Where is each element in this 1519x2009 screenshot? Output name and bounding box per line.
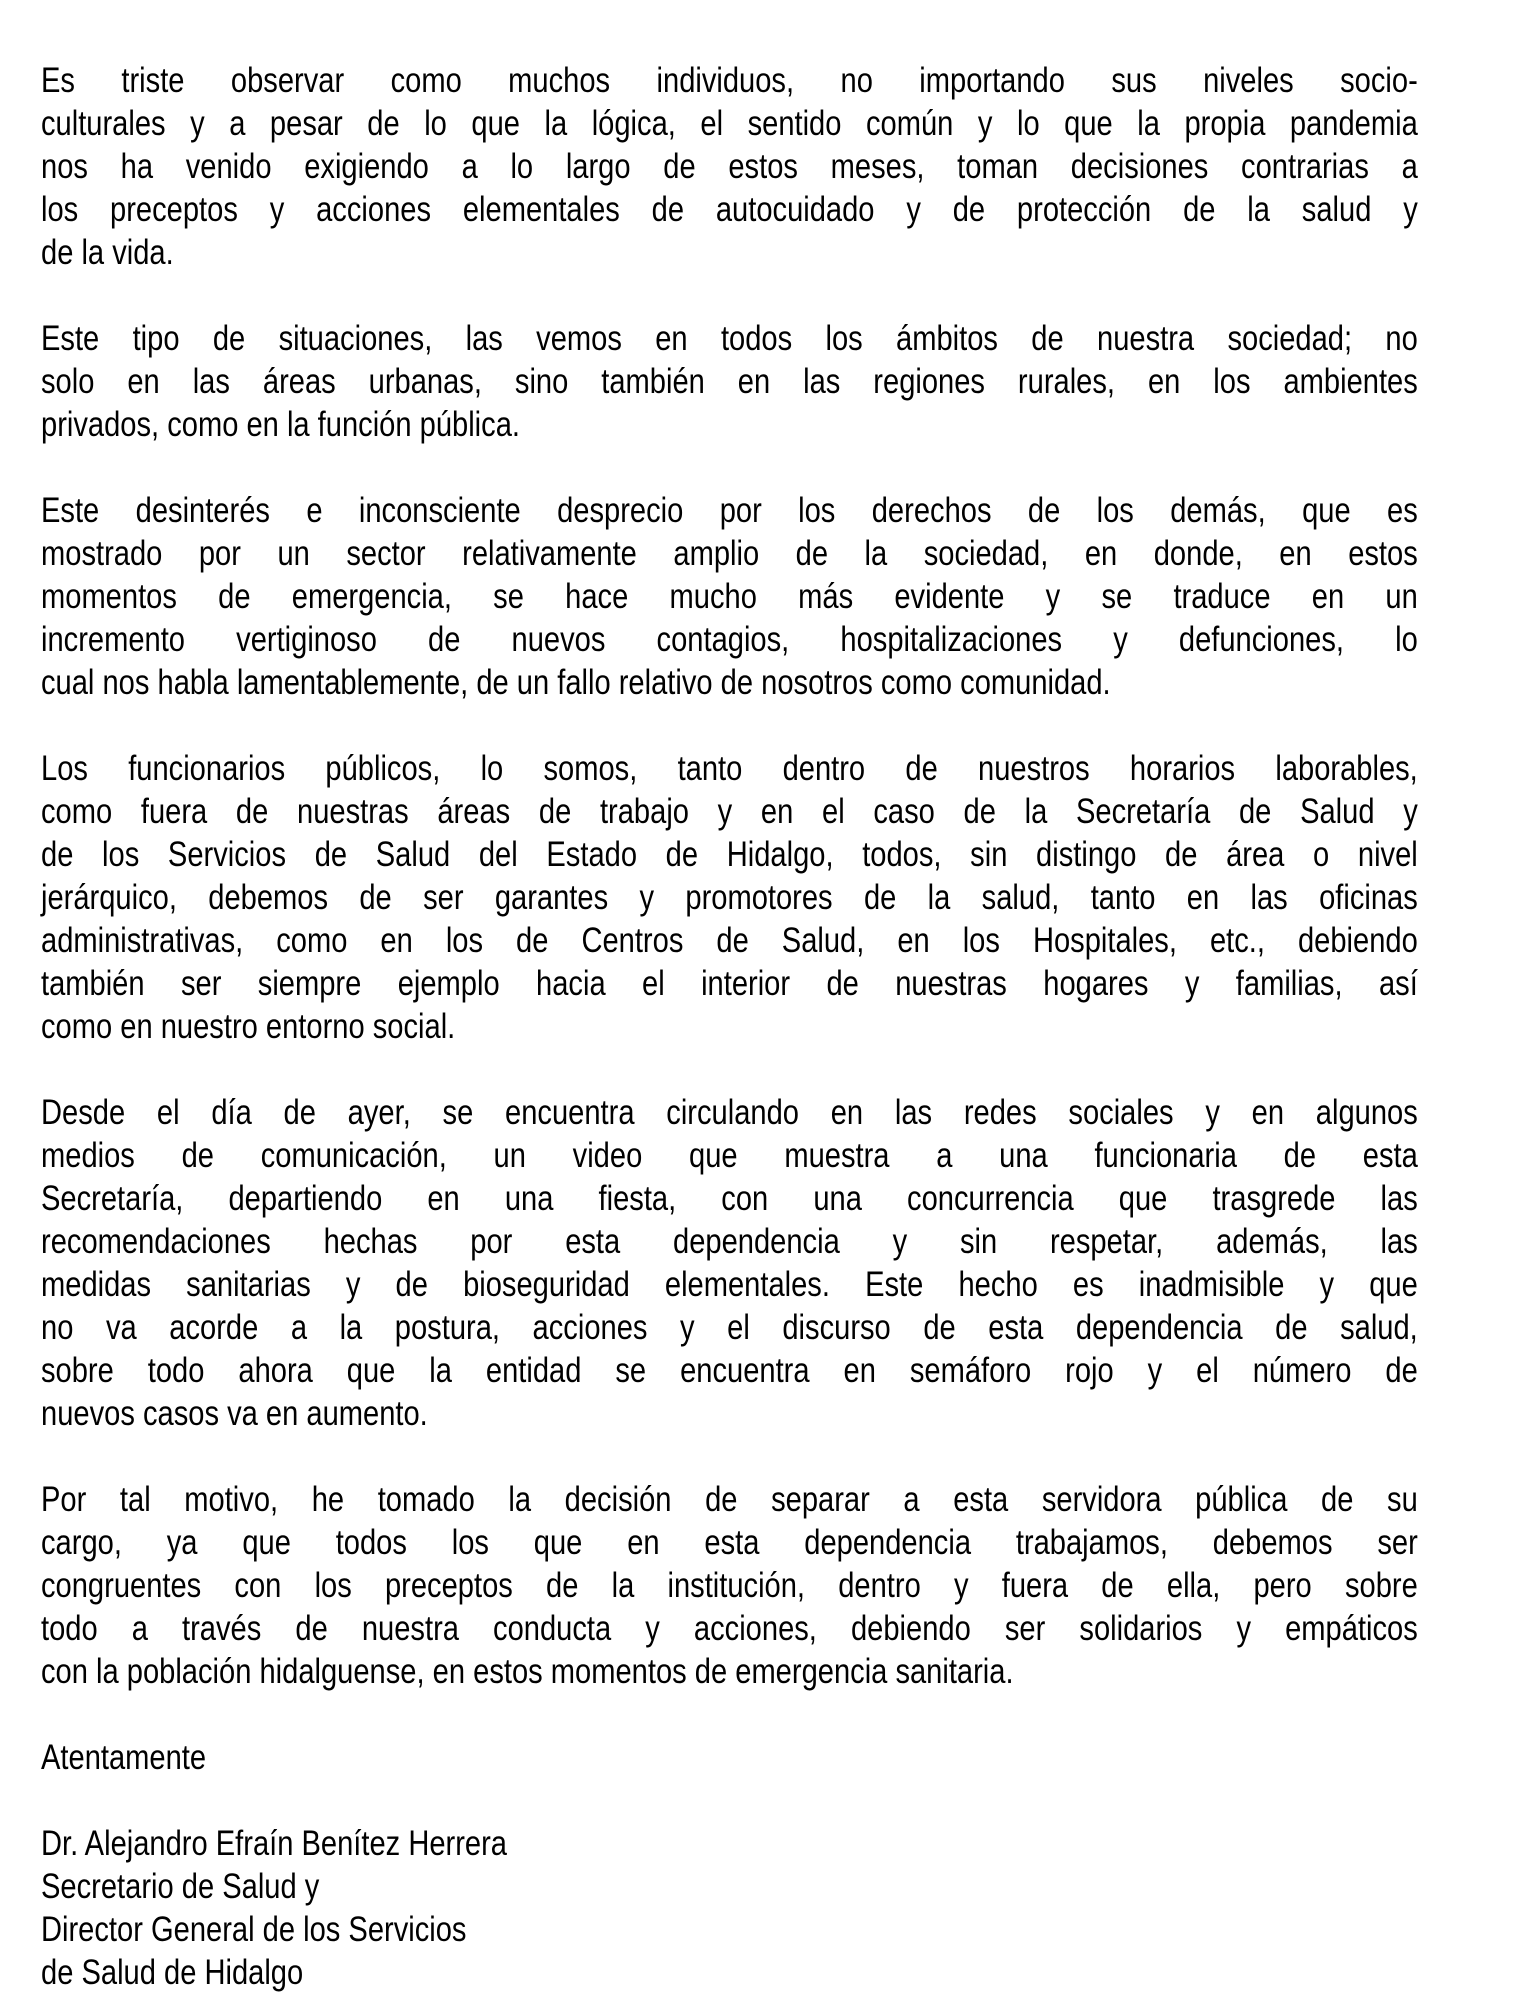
signatory-title-line: Director General de los Servicios xyxy=(41,1909,467,1949)
paragraph-line: incremento vertiginoso de nuevos contagios, hospitalizaciones y defunciones, lo xyxy=(41,619,1418,659)
paragraph-line: cargo, ya que todos los que en esta dependencia trabajamos, debemos ser xyxy=(41,1522,1418,1562)
paragraph-line: administrativas, como en los de Centros de Salud, en los Hospitales, etc., debiendo xyxy=(41,920,1418,960)
paragraph-line: de la vida. xyxy=(41,232,174,272)
paragraph-line: culturales y a pesar de lo que la lógica, el sentido común y lo que la propia pandemia xyxy=(41,103,1418,143)
paragraph-line: Este tipo de situaciones, las vemos en todos los ámbitos de nuestra sociedad; no xyxy=(41,318,1418,358)
paragraph-line: solo en las áreas urbanas, sino también en las regiones rurales, en los ambientes xyxy=(41,361,1418,401)
paragraph-line: nos ha venido exigiendo a lo largo de estos meses, toman decisiones contrarias a xyxy=(41,146,1418,186)
paragraph-line: no va acorde a la postura, acciones y el discurso de esta dependencia de salud, xyxy=(41,1307,1418,1347)
paragraph-line: momentos de emergencia, se hace mucho más evidente y se traduce en un xyxy=(41,576,1418,616)
paragraph-line: privados, como en la función pública. xyxy=(41,404,520,444)
paragraph-line: medidas sanitarias y de bioseguridad elementales. Este hecho es inadmisible y que xyxy=(41,1264,1418,1304)
signatory-title-line: de Salud de Hidalgo xyxy=(41,1952,304,1992)
paragraph-line: también ser siempre ejemplo hacia el interior de nuestras hogares y familias, así xyxy=(41,963,1418,1003)
paragraph-line: como en nuestro entorno social. xyxy=(41,1006,456,1046)
paragraph-line: todo a través de nuestra conducta y acciones, debiendo ser solidarios y empáticos xyxy=(41,1608,1418,1648)
paragraph-line: los preceptos y acciones elementales de autocuidado y de protección de la salud y xyxy=(41,189,1418,229)
paragraph-line: mostrado por un sector relativamente amplio de la sociedad, en donde, en estos xyxy=(41,533,1418,573)
paragraph-line: con la población hidalguense, en estos momentos de emergencia sanitaria. xyxy=(41,1651,1014,1691)
paragraph-line: Los funcionarios públicos, lo somos, tanto dentro de nuestros horarios laborables, xyxy=(41,748,1418,788)
paragraph-line: Secretaría, departiendo en una fiesta, con una concurrencia que trasgrede las xyxy=(41,1178,1418,1218)
signatory-title-line: Secretario de Salud y xyxy=(41,1866,320,1906)
paragraph-line: Es triste observar como muchos individuos, no importando sus niveles socio- xyxy=(41,60,1418,100)
paragraph-line: jerárquico, debemos de ser garantes y promotores de la salud, tanto en las oficinas xyxy=(41,877,1418,917)
paragraph-line: como fuera de nuestras áreas de trabajo y en el caso de la Secretaría de Salud y xyxy=(41,791,1418,831)
paragraph-line: cual nos habla lamentablemente, de un fallo relativo de nosotros como comunidad. xyxy=(41,662,1111,702)
paragraph-line: Desde el día de ayer, se encuentra circulando en las redes sociales y en algunos xyxy=(41,1092,1418,1132)
paragraph-line: nuevos casos va en aumento. xyxy=(41,1393,428,1433)
paragraph-line: recomendaciones hechas por esta dependencia y sin respetar, además, las xyxy=(41,1221,1418,1261)
paragraph-line: medios de comunicación, un video que muestra a una funcionaria de esta xyxy=(41,1135,1418,1175)
paragraph-line: congruentes con los preceptos de la institución, dentro y fuera de ella, pero sobre xyxy=(41,1565,1418,1605)
paragraph-line: Este desinterés e inconsciente desprecio por los derechos de los demás, que es xyxy=(41,490,1418,530)
closing-salutation: Atentamente xyxy=(41,1737,207,1777)
paragraph-line: Por tal motivo, he tomado la decisión de separar a esta servidora pública de su xyxy=(41,1479,1418,1519)
signatory-name: Dr. Alejandro Efraín Benítez Herrera xyxy=(41,1823,507,1863)
paragraph-line: sobre todo ahora que la entidad se encuentra en semáforo rojo y el número de xyxy=(41,1350,1418,1390)
paragraph-line: de los Servicios de Salud del Estado de Hidalgo, todos, sin distingo de área o nivel xyxy=(41,834,1418,874)
